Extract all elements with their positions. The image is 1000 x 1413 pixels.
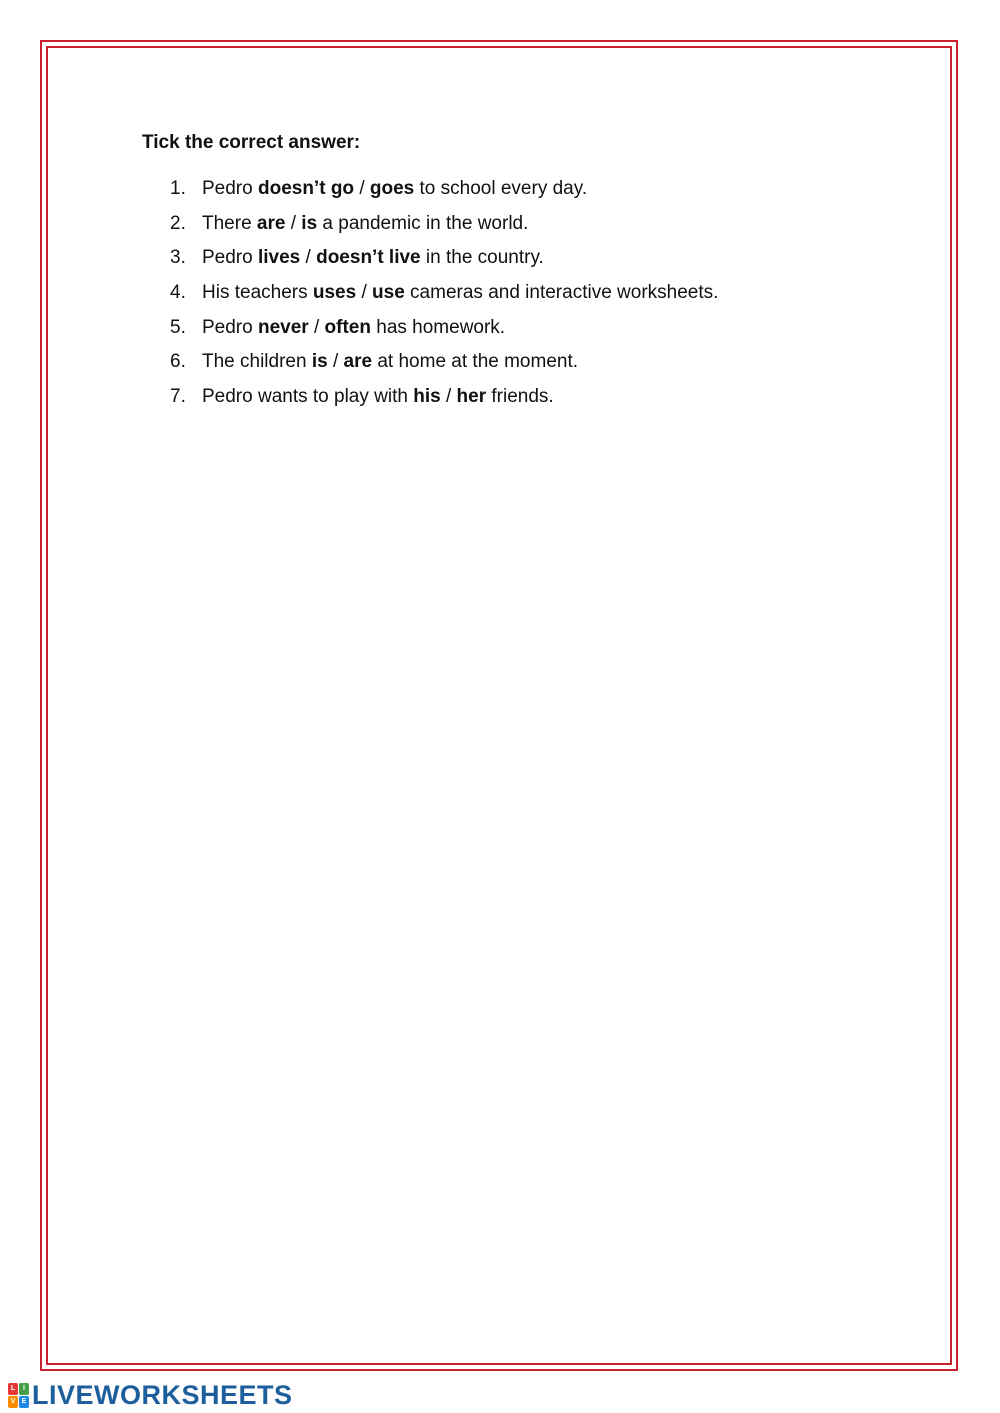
question-text: Pedro	[202, 178, 258, 199]
question-text: Pedro	[202, 316, 258, 338]
answer-option[interactable]: goes	[369, 178, 415, 199]
question-text: in the country.	[420, 247, 544, 269]
question-item	[170, 245, 718, 280]
question-number: 7.	[170, 386, 186, 408]
liveworksheets-logo	[8, 1380, 293, 1410]
answer-option[interactable]: lives	[257, 247, 301, 269]
question-text: /	[308, 316, 325, 338]
question-text: has homework.	[370, 316, 506, 338]
question-text: /	[300, 247, 317, 269]
logo-letter-block: I	[19, 1383, 29, 1395]
question-text: Pedro wants to play with	[202, 386, 414, 408]
logo-text: LIVEWORKSHEETS	[32, 1379, 293, 1410]
answer-option[interactable]: use	[372, 282, 405, 304]
answer-option[interactable]: is	[311, 351, 328, 373]
answer-option[interactable]: are	[343, 351, 373, 373]
question-text: /	[327, 351, 344, 373]
logo-letter-block: L	[8, 1383, 18, 1395]
answer-option[interactable]: his	[413, 386, 441, 408]
question-number: 5.	[170, 316, 186, 338]
question-number: 3.	[170, 247, 186, 269]
question-text: cameras and interactive worksheets.	[404, 282, 719, 304]
question-item	[170, 176, 718, 211]
question-text: Pedro	[202, 247, 258, 269]
question-text: /	[354, 178, 370, 199]
question-number: 6.	[170, 351, 186, 373]
answer-option[interactable]: doesn’t go	[257, 178, 355, 199]
question-item	[170, 384, 718, 419]
answer-option[interactable]: uses	[312, 282, 357, 304]
question-item	[170, 211, 718, 246]
question-text: a pandemic in the world.	[317, 212, 529, 234]
answer-option[interactable]: are	[256, 212, 286, 234]
question-number: 1.	[170, 178, 186, 199]
answer-option[interactable]: often	[324, 316, 371, 338]
logo-letter-block: V	[8, 1396, 18, 1408]
logo-letter-block: E	[19, 1396, 29, 1408]
question-text: His teachers	[202, 282, 313, 304]
question-text: /	[356, 282, 373, 304]
logo-blocks-icon	[8, 1383, 29, 1408]
question-text: friends.	[486, 386, 554, 408]
question-item	[170, 349, 718, 384]
question-text: There	[202, 212, 257, 234]
question-number: 2.	[170, 212, 186, 234]
question-item	[170, 280, 718, 315]
question-text: at home at the moment.	[372, 351, 579, 373]
answer-option[interactable]: her	[456, 386, 487, 408]
question-text: The children	[202, 351, 312, 373]
question-text: /	[440, 386, 457, 408]
instruction-heading: Tick the correct answer:	[142, 132, 361, 153]
question-text: to school every day.	[414, 178, 588, 199]
question-text: /	[285, 212, 302, 234]
answer-option[interactable]: never	[257, 316, 309, 338]
question-list	[170, 176, 718, 419]
question-item	[170, 315, 718, 350]
question-number: 4.	[170, 282, 186, 304]
answer-option[interactable]: is	[301, 212, 318, 234]
answer-option[interactable]: doesn’t live	[316, 247, 421, 269]
